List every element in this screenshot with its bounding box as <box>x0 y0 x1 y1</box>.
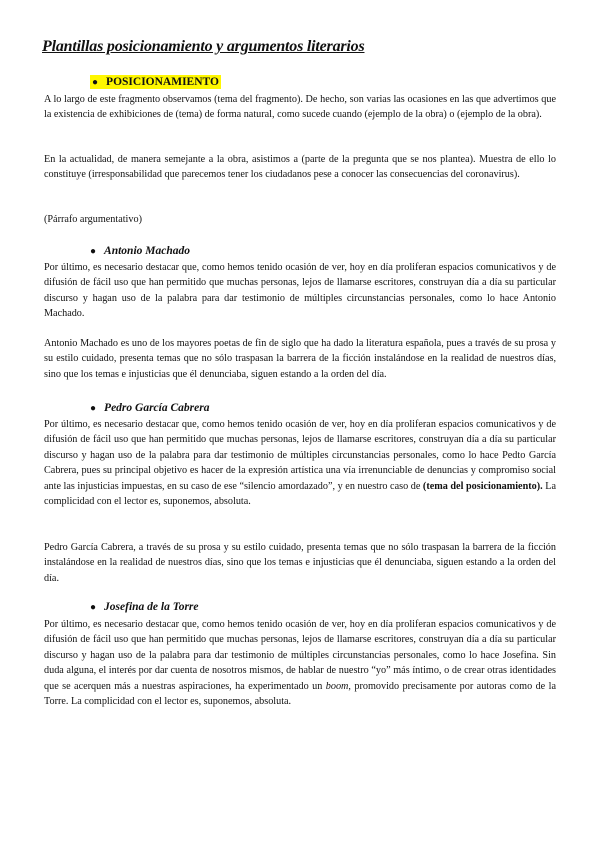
posicionamiento-paragraph-1: A lo largo de este fragmento observamos (tema del fragmento). De hecho, son varias las ocasiones en las que advertimos que la existencia de exhibiciones de (tema) de forma natural, como sucede cuando (ejemplo de la obra) o (ejemplo de la obra). <box>44 94 556 121</box>
cabrera-paragraph-2: Pedro García Cabrera, a través de su prosa y su estilo cuidado, presenta temas que no sólo traspasan la barrera de la ficción instalándose en la realidad de nuestros días, sino que los temas e injusticias que él denunciaba, siguen estando a la orden del día. <box>44 542 556 584</box>
torre-paragraph-1: Por último, es necesario destacar que, como hemos tenido ocasión de ver, hoy en día proliferan espacios comunicativos y de difusión de fácil uso que han permitido que muchas personas, lejos de llamarse escritores, construyan día a día su particular discurso y hagan uso de la palabra para dar testimonio de múltiples circunstancias personales, como lo hace Josefina. Sin duda alguna, el interés por dar cuenta de nosotros mismos, de hablar de nuestro “yo” más íntimo, o de crear otras identidades que se acerquen más a nuestras aspiraciones, ha experimentado un boom, promovido precisamente por autoras como de la Torre. La complicidad con el lector es, suponemos, absoluta. <box>44 619 556 708</box>
posicionamiento-paragraph-2: En la actualidad, de manera semejante a la obra, asistimos a (parte de la pregunta que se nos plantea). Muestra de ello lo constituye (irresponsabilidad que parecemos tener los ciudadanos pese a conocer las consecuencias del coronavirus). <box>44 154 556 181</box>
heading-posicionamiento-text: POSICIONAMIENTO <box>106 76 219 88</box>
bullet-icon: ● <box>90 602 97 613</box>
heading-machado <box>90 245 190 257</box>
posicionamiento-paragraph-3: (Párrafo argumentativo) <box>44 214 142 225</box>
heading-cabrera <box>90 402 209 414</box>
document-title: Plantillas posicionamiento y argumentos literarios <box>42 38 365 55</box>
machado-paragraph-1: Por último, es necesario destacar que, como hemos tenido ocasión de ver, hoy en día proliferan espacios comunicativos y de difusión de fácil uso que han permitido que muchas personas, lejos de llamarse escritores, construyan día a día su particular discurso y hagan uso de la palabra para dar testimonio de múltiples circunstancias personales, como lo hace Antonio Machado. <box>44 262 556 320</box>
cabrera-paragraph-1: Por último, es necesario destacar que, como hemos tenido ocasión de ver, hoy en día proliferan espacios comunicativos y de difusión de fácil uso que han permitido que muchas personas, lejos de llamarse escritores, construyan día a día su particular discurso y hagan uso de la palabra para dar testimonio de múltiples circunstancias personales, como lo hace Pedto García Cabrera, pues su principal objetivo es hacer de la expresión artística una vía irrenunciable de denuncias y compromiso social ante las injusticias impuestas, en su caso de ese “silencio amordazado”, y en nuestro caso de (tema del posicionamiento). La complicidad con el lector es, suponemos, absoluta. <box>44 419 556 508</box>
heading-torre <box>90 601 199 613</box>
heading-posicionamiento <box>90 76 221 88</box>
bullet-icon: ● <box>90 403 97 414</box>
heading-torre-text: Josefina de la Torre <box>104 601 199 613</box>
heading-machado-text: Antonio Machado <box>104 245 190 257</box>
posicionamiento-topic: (tema del posicionamiento). <box>422 480 543 492</box>
machado-paragraph-2: Antonio Machado es uno de los mayores poetas de fin de siglo que ha dado la literatura española, pues a través de su prosa y su estilo cuidado, presenta temas que no sólo traspasan la barrera de la ficción instalándose en la realidad de nuestros días, sino que los temas e injusticias que él denunciaba, siguen estando a la orden del día. <box>44 338 556 380</box>
boom-word: boom <box>325 680 349 692</box>
heading-cabrera-text: Pedro García Cabrera <box>104 402 210 414</box>
bullet-icon: ● <box>90 246 97 257</box>
bullet-icon: ● <box>92 77 99 88</box>
